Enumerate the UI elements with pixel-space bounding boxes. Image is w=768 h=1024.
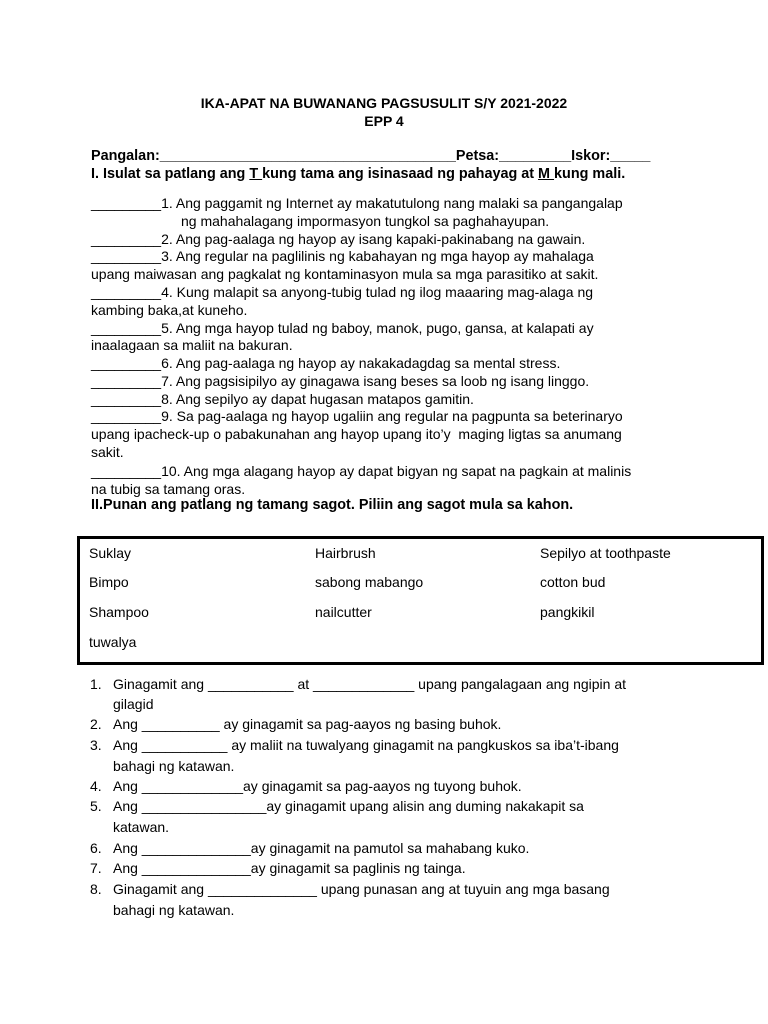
part1-line-4a: _________4. Kung malapit sa anyong-tubig tulad ng ilog maaaring mag-alaga ng xyxy=(91,284,594,300)
word-bank-item: Hairbrush xyxy=(315,545,376,561)
item-number: 3. xyxy=(90,737,102,753)
part1-line-9a: _________9. Sa pag-aalaga ng hayop ugaliin ang regular na pagpunta sa beterinaryo xyxy=(91,408,623,424)
part1-instruction-post: kung mali. xyxy=(554,166,626,182)
exam-title: IKA-APAT NA BUWANANG PAGSUSULIT S/Y 2021-2022 xyxy=(200,95,568,111)
word-bank-item: cotton bud xyxy=(540,574,606,590)
item-text: Ginagamit ang ___________ at _____________ upang pangalagaan ang ngipin at xyxy=(113,676,627,692)
part1-line-6: _________6. Ang pag-aalaga ng hayop ay nakakadagdag sa mental stress. xyxy=(91,355,561,371)
word-bank-item: pangkikil xyxy=(540,604,595,620)
item-text-cont: bahagi ng katawan. xyxy=(113,902,235,918)
item-text: Ang ______________ay ginagamit sa paglinis ng tainga. xyxy=(113,860,466,876)
part1-instruction-t: T xyxy=(249,166,263,182)
item-number: 4. xyxy=(90,778,102,794)
word-bank-item: Shampoo xyxy=(89,604,149,620)
item-text: Ginagamit ang ______________ upang punasan ang at tuyuin ang mga basang xyxy=(113,881,610,897)
part1-instruction-m: M xyxy=(538,166,555,182)
part1-line-1b: ng mahahalagang impormasyon tungkol sa paghahayupan. xyxy=(181,213,550,229)
part1-line-7: _________7. Ang pagsisipilyo ay ginagawa isang beses sa loob ng isang linggo. xyxy=(91,373,590,389)
word-bank-item: Sepilyo at toothpaste xyxy=(540,545,671,561)
part1-instruction xyxy=(91,166,625,182)
info-line: Pangalan:_____________________________________Petsa:_________Iskor:_____ xyxy=(91,148,651,164)
item-number: 6. xyxy=(90,840,102,856)
part1-line-8: _________8. Ang sepilyo ay dapat hugasan matapos gamitin. xyxy=(91,391,474,407)
item-text-cont: gilagid xyxy=(113,696,154,712)
item-text: Ang ___________ ay maliit na tuwalyang ginagamit na pangkuskos sa iba’t-ibang xyxy=(113,737,619,753)
item-text: Ang ______________ay ginagamit na pamutol sa mahabang kuko. xyxy=(113,840,530,856)
word-bank-item: sabong mabango xyxy=(315,574,424,590)
part1-line-4b: kambing baka,at kuneho. xyxy=(91,302,248,318)
part1-line-10a: _________10. Ang mga alagang hayop ay dapat bigyan ng sapat na pagkain at malinis xyxy=(91,463,632,479)
part1-instruction-pre: I. Isulat sa patlang ang xyxy=(91,166,250,182)
word-bank-item: Suklay xyxy=(89,545,132,561)
part1-line-1a: _________1. Ang paggamit ng Internet ay makatutulong nang malaki sa pangangalap xyxy=(91,195,623,211)
item-number: 7. xyxy=(90,860,102,876)
part1-instruction-mid: kung tama ang isinasaad ng pahayag at xyxy=(262,166,539,182)
item-text: Ang __________ ay ginagamit sa pag-aayos ng basing buhok. xyxy=(113,716,502,732)
item-number: 2. xyxy=(90,716,102,732)
exam-subject: EPP 4 xyxy=(364,113,404,129)
word-bank-box xyxy=(77,536,764,665)
item-text: Ang ________________ay ginagamit upang alisin ang duming nakakapit sa xyxy=(113,798,584,814)
part1-line-9c: sakit. xyxy=(91,444,124,460)
item-text-cont: bahagi ng katawan. xyxy=(113,758,235,774)
word-bank-item: Bimpo xyxy=(89,574,129,590)
item-number: 5. xyxy=(90,798,102,814)
part2-instruction: II.Punan ang patlang ng tamang sagot. Piliin ang sagot mula sa kahon. xyxy=(91,497,574,513)
item-number: 1. xyxy=(90,676,102,692)
part1-line-10b: na tubig sa tamang oras. xyxy=(91,481,246,497)
item-text-cont: katawan. xyxy=(113,819,170,835)
part1-line-5a: _________5. Ang mga hayop tulad ng baboy, manok, pugo, gansa, at kalapati ay xyxy=(91,320,594,336)
item-number: 8. xyxy=(90,881,102,897)
word-bank-item: tuwalya xyxy=(89,634,137,650)
word-bank-item: nailcutter xyxy=(315,604,372,620)
part1-line-2: _________2. Ang pag-aalaga ng hayop ay isang kapaki-pakinabang na gawain. xyxy=(91,231,586,247)
part1-line-9b: upang ipacheck-up o pabakunahan ang hayop upang ito’y maging ligtas sa anumang xyxy=(91,426,622,442)
part1-line-3a: _________3. Ang regular na paglilinis ng kabahayan ng mga hayop ay mahalaga xyxy=(91,248,594,264)
item-text: Ang _____________ay ginagamit sa pag-aayos ng tuyong buhok. xyxy=(113,778,522,794)
part1-line-3b: upang maiwasan ang pagkalat ng kontaminasyon mula sa mga parasitiko at sakit. xyxy=(91,266,599,282)
part1-line-5b: inaalagaan sa maliit na bakuran. xyxy=(91,337,293,353)
